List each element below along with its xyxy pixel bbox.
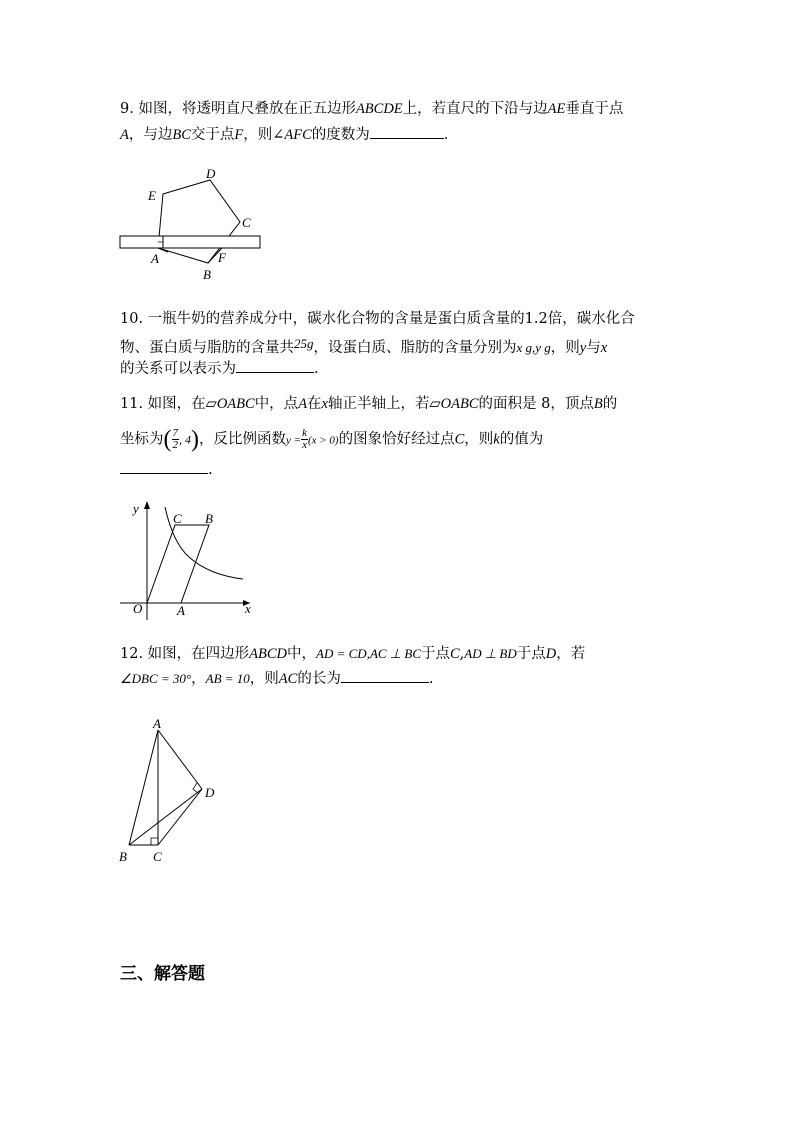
q11-math: (x > 0) — [307, 434, 339, 447]
q12-label-A: A — [153, 716, 161, 731]
q12-text: ， — [191, 671, 206, 687]
q11-line-2: 坐标为( $\frac{7}{2}$ , 4)，反比例函数y = $\frac{k}{x}$ (x > 0)的图象恰好经过点C，则k的值为 — [120, 426, 544, 453]
q12-math: C — [450, 646, 460, 662]
q12-line-2 — [120, 668, 433, 689]
q12-answer-blank[interactable] — [341, 668, 429, 683]
q11-text: 轴正半轴上，若 — [327, 396, 430, 412]
q10-math: x g,y g — [516, 340, 551, 355]
q9-math: A — [120, 127, 129, 143]
q12-text: 的长为 — [297, 671, 341, 687]
q10-line-2 — [120, 334, 607, 358]
q12-line-1 — [120, 644, 585, 664]
q11-text: 的值为 — [499, 431, 544, 448]
q12-label-C: C — [153, 849, 162, 864]
q9-label-E: E — [148, 188, 156, 203]
q9-line-1 — [120, 99, 623, 119]
q9-label-F: F — [218, 250, 226, 265]
q9-answer-blank[interactable] — [370, 124, 444, 139]
q11-text: 在 — [307, 396, 322, 412]
q9-text: 的度数为 — [311, 127, 370, 143]
q9-label-B: B — [203, 267, 211, 282]
q9-text: 9. 如图，将透明直尺叠放在正五边形 — [120, 101, 356, 117]
q12-math: AD ⊥ BD — [464, 646, 517, 661]
q10-text: 物、蛋白质与脂肪的含量共 — [120, 340, 294, 356]
q12-label-B: B — [119, 849, 127, 864]
q10-text: 的关系可以表示为 — [120, 361, 236, 377]
q12-math: ∠DBC = 30° — [120, 671, 192, 686]
q11-text: ，反比例函数 — [199, 431, 286, 448]
q9-figure — [110, 160, 270, 285]
q11-text: . — [208, 462, 213, 478]
q9-math: AE — [547, 101, 566, 117]
q10-math: x — [600, 340, 608, 356]
q11-line-3 — [120, 459, 213, 480]
q11-fraction-kx: $\frac{k}{x}$ — [302, 427, 307, 451]
q12-text: 12. 如图，在四边形 — [120, 646, 250, 662]
q9-math: ABCDE — [355, 101, 403, 117]
q9-text: 交于点 — [190, 127, 235, 143]
q11-text: 的面积是 8，顶点 — [478, 396, 594, 412]
q9-text: ，则∠ — [243, 127, 285, 143]
q11-label-y: y — [133, 501, 139, 516]
q11-math: , 4 — [179, 432, 191, 447]
q9-math: F — [234, 127, 244, 143]
q11-label-A: A — [177, 603, 185, 618]
q11-text: ，则 — [464, 431, 494, 448]
q10-text: ，则 — [550, 340, 580, 356]
q11-text: 11. 如图，在▱ — [120, 396, 217, 412]
q12-math: AD = CD,AC ⊥ BC — [316, 646, 421, 661]
q11-math: C — [454, 431, 465, 448]
q11-math: B — [593, 396, 603, 412]
q12-text: 中， — [287, 646, 317, 662]
q11-label-B: B — [205, 511, 213, 526]
q11-text: 坐标为 — [120, 431, 164, 448]
q9-text: 上，若直尺的下沿与边 — [402, 101, 548, 117]
q12-math: AC — [278, 671, 298, 687]
q11-fraction: $\frac{7}{2}$ — [172, 427, 178, 451]
q11-math: OABC — [216, 396, 255, 412]
q9-label-C: C — [242, 215, 251, 230]
q9-label-D: D — [206, 166, 216, 181]
q11-math: x — [321, 396, 328, 412]
q10-text: . — [314, 361, 319, 377]
q11-text: 的图象恰好经过点 — [338, 431, 455, 448]
q10-line-3 — [120, 358, 319, 379]
q12-text: 于点 — [421, 646, 450, 662]
q10-math: 25g — [294, 336, 314, 351]
q12-math: AB = 10 — [205, 671, 250, 686]
q9-math: AFC — [284, 127, 312, 143]
q11-text: 的 — [602, 396, 618, 412]
q10-math: y — [579, 340, 587, 356]
section-title: 三、解答题 — [120, 964, 205, 984]
q11-math: k — [493, 431, 500, 448]
q10-line-1: 10. 一瓶牛奶的营养成分中，碳水化合物的含量是蛋白质含量的1.2倍，碳水化合 — [120, 311, 635, 327]
q12-math: D — [545, 646, 557, 662]
q11-label-C: C — [173, 511, 182, 526]
q12-label-D: D — [205, 785, 215, 800]
q9-text: ，与边 — [128, 127, 173, 143]
q12-text: . — [428, 671, 434, 687]
q11-label-x: x — [245, 601, 251, 616]
q12-text: ，则 — [249, 671, 279, 687]
q11-parallelogram-symbol: ▱ — [429, 396, 441, 412]
q11-math: A — [298, 396, 308, 412]
q10-answer-blank[interactable] — [236, 358, 314, 373]
q11-math: y = — [286, 434, 302, 447]
q11-figure — [115, 495, 260, 625]
q9-label-A: A — [151, 251, 159, 266]
q11-label-O: O — [133, 601, 143, 616]
q11-answer-blank[interactable] — [120, 459, 208, 474]
q11-math: OABC — [440, 396, 479, 412]
q12-math: ABCD — [249, 646, 288, 662]
q12-text: ，若 — [556, 646, 586, 662]
q10-text: ，设蛋白质、脂肪的含量分别为 — [313, 340, 517, 356]
q9-math: BC — [172, 127, 191, 143]
q9-text: . — [443, 127, 449, 143]
q11-text: 中，点 — [254, 396, 299, 412]
q12-text: 于点 — [516, 646, 546, 662]
q9-line-2 — [120, 124, 448, 145]
q12-text: , — [459, 646, 465, 662]
q10-text: 与 — [586, 340, 601, 356]
q9-text: 垂直于点 — [565, 101, 624, 117]
q11-line-1 — [120, 394, 617, 414]
q12-figure — [115, 715, 225, 870]
